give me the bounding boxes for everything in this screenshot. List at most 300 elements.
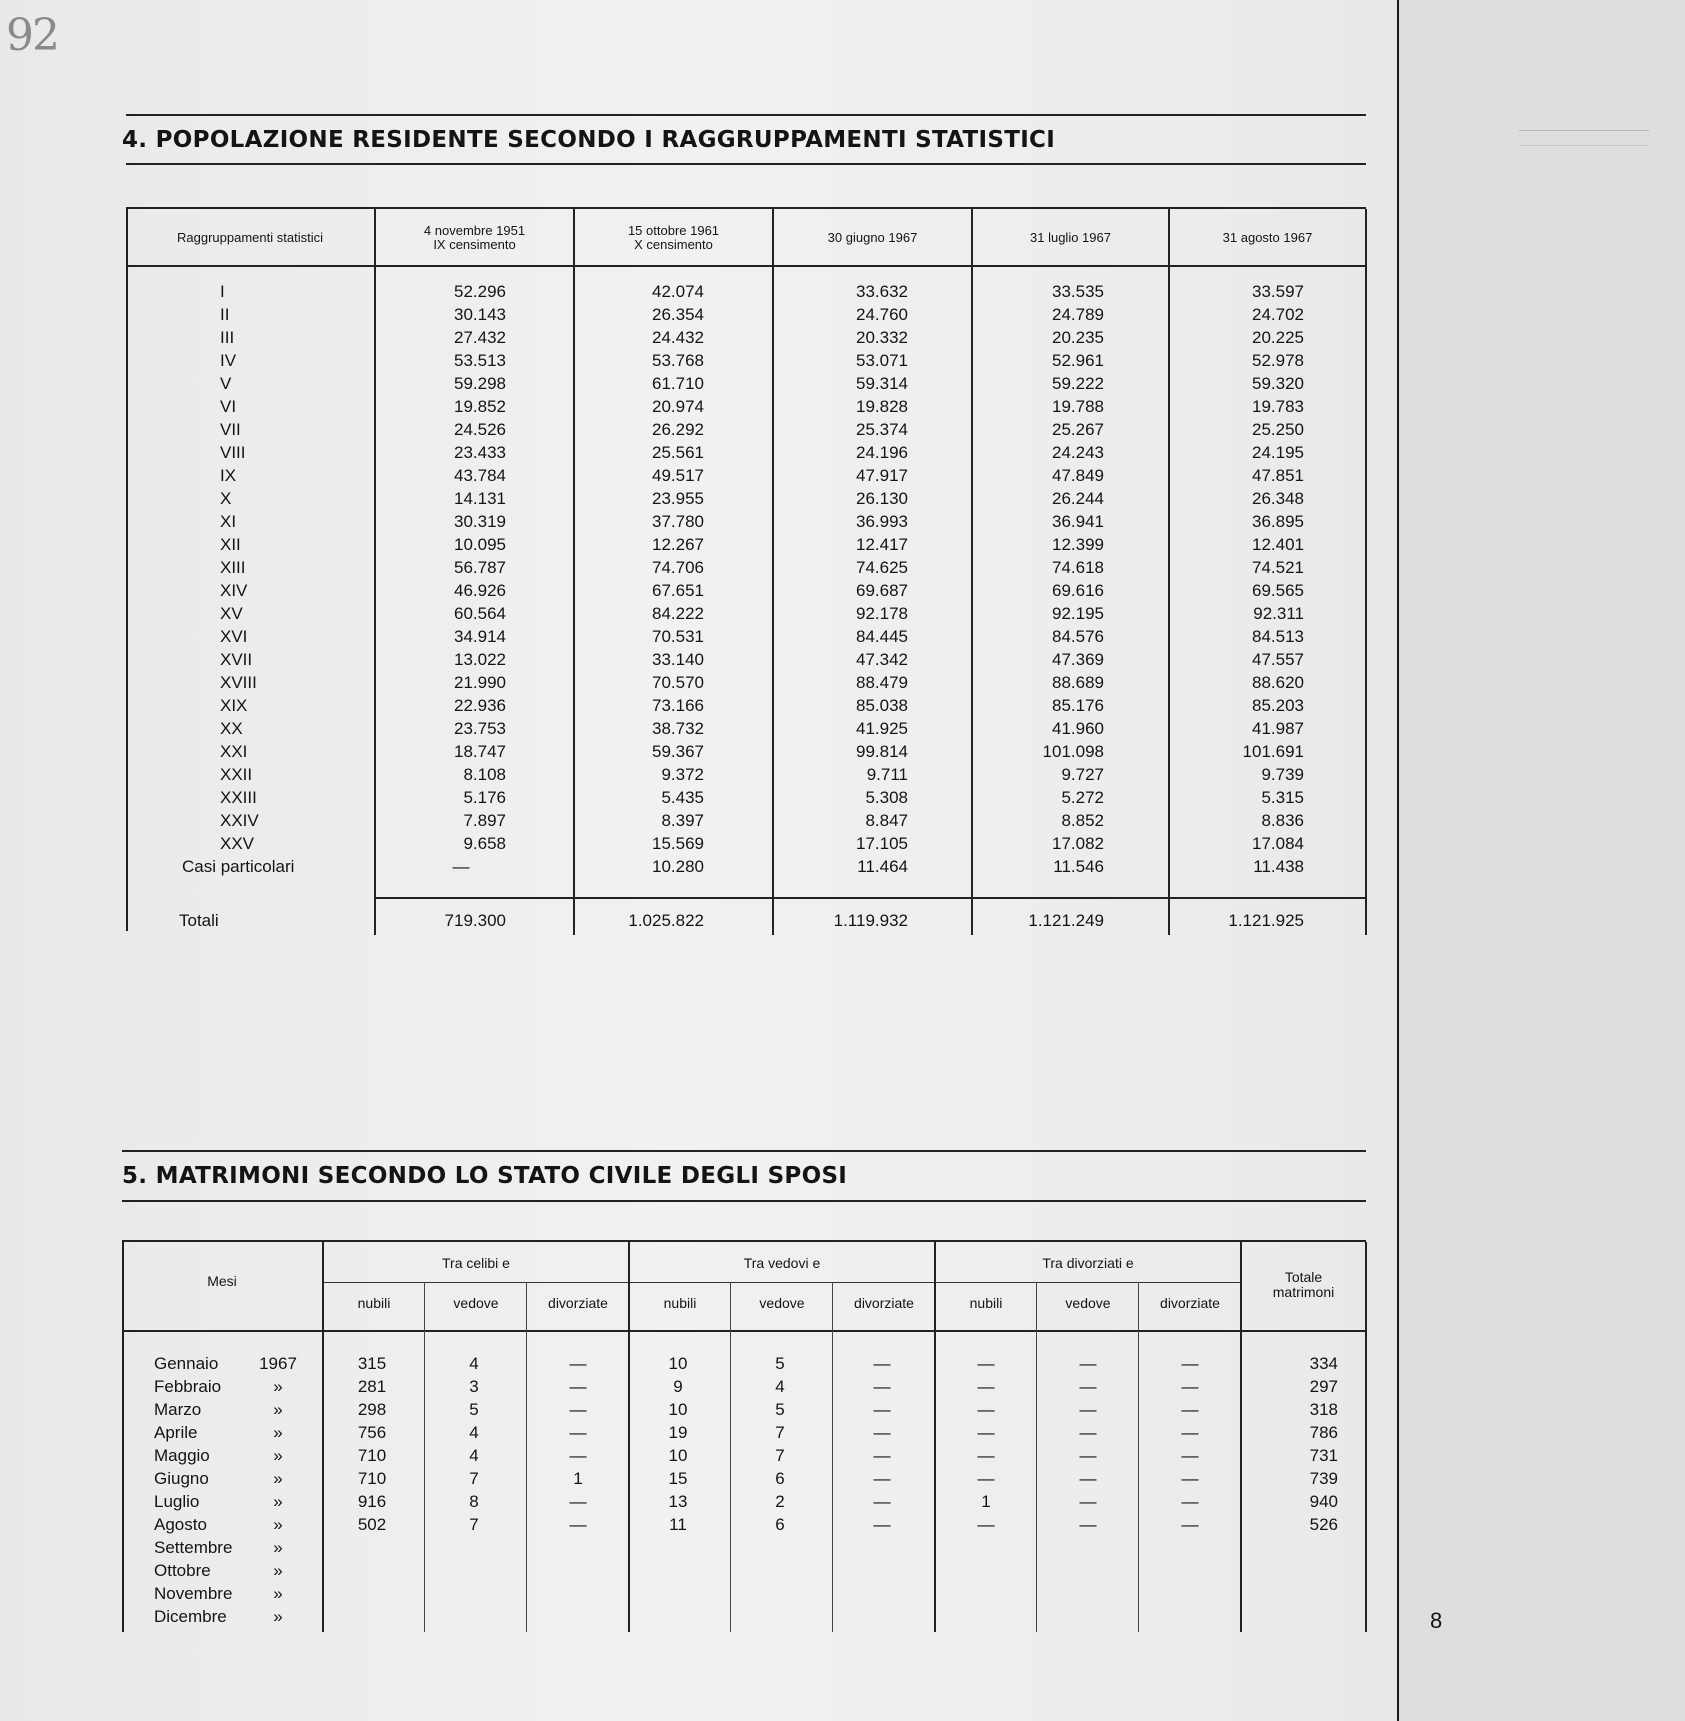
cell-value: 4 bbox=[775, 1377, 785, 1396]
table-row bbox=[126, 489, 1366, 512]
row-value: 47.557 bbox=[1252, 650, 1304, 669]
facing-page-edge bbox=[1399, 0, 1685, 1721]
cell-value: — bbox=[1079, 1354, 1097, 1373]
table-row bbox=[126, 673, 1366, 696]
row-value: 11.546 bbox=[1053, 857, 1104, 876]
cell-value: — bbox=[873, 1446, 891, 1465]
row-label: XV bbox=[220, 604, 243, 623]
row-value: 47.849 bbox=[1052, 466, 1104, 485]
total-value: 719.300 bbox=[444, 911, 506, 930]
cell-value: 7 bbox=[469, 1515, 479, 1534]
row-value: 74.521 bbox=[1252, 558, 1304, 577]
row-value: 85.176 bbox=[1052, 696, 1104, 715]
header-1951: 4 novembre 1951 IX censimento bbox=[423, 223, 526, 252]
row-value: 19.783 bbox=[1252, 397, 1304, 416]
row-value: 12.401 bbox=[1252, 535, 1304, 554]
table-row bbox=[126, 351, 1366, 374]
cell-value: — bbox=[1181, 1492, 1199, 1511]
cell-value: 756 bbox=[357, 1423, 387, 1442]
table-row bbox=[122, 1492, 1366, 1515]
table-row bbox=[126, 282, 1366, 305]
month-label: Giugno bbox=[154, 1469, 209, 1488]
table-row bbox=[126, 604, 1366, 627]
cell-value: — bbox=[977, 1400, 995, 1419]
cell-value: 9 bbox=[673, 1377, 683, 1396]
row-value: 42.074 bbox=[652, 282, 704, 301]
row-value: 99.814 bbox=[856, 742, 908, 761]
row-value: 101.691 bbox=[1242, 742, 1304, 761]
row-value: 24.432 bbox=[652, 328, 704, 347]
row-value: 9.658 bbox=[463, 834, 506, 853]
table-row bbox=[126, 857, 1366, 880]
year-label: » bbox=[273, 1538, 283, 1557]
cell-value: — bbox=[1181, 1469, 1199, 1488]
row-value: 70.570 bbox=[652, 673, 704, 692]
cell-value: — bbox=[977, 1469, 995, 1488]
row-value: 5.176 bbox=[463, 788, 506, 807]
month-label: Settembre bbox=[154, 1538, 233, 1557]
table-row bbox=[122, 1400, 1366, 1423]
cell-value: — bbox=[873, 1515, 891, 1534]
subheader-cell: vedove bbox=[453, 1295, 499, 1311]
total-value: 1.121.249 bbox=[1028, 911, 1104, 930]
row-value: 23.753 bbox=[454, 719, 506, 738]
cell-value: — bbox=[873, 1400, 891, 1419]
row-value: 24.196 bbox=[856, 443, 908, 462]
table-row bbox=[126, 650, 1366, 673]
month-label: Novembre bbox=[154, 1584, 233, 1603]
row-value: 37.780 bbox=[652, 512, 704, 531]
row-value: 30.143 bbox=[454, 305, 506, 324]
cell-value: 6 bbox=[775, 1469, 785, 1488]
row-label: XVII bbox=[220, 650, 253, 669]
row-value: 34.914 bbox=[454, 627, 506, 646]
title-rule-bottom bbox=[126, 163, 1366, 165]
cell-value: 7 bbox=[775, 1423, 785, 1442]
cell-value: 4 bbox=[469, 1423, 479, 1442]
cell-value: — bbox=[569, 1400, 587, 1419]
row-value: 33.140 bbox=[652, 650, 704, 669]
cell-value: — bbox=[1181, 1515, 1199, 1534]
year-label: » bbox=[273, 1400, 283, 1419]
row-value: 8.108 bbox=[463, 765, 506, 784]
row-value: 22.936 bbox=[454, 696, 506, 715]
row-value: 47.342 bbox=[856, 650, 908, 669]
table-row bbox=[126, 742, 1366, 765]
row-value: 49.517 bbox=[652, 466, 704, 485]
row-value: 38.732 bbox=[652, 719, 704, 738]
row-value: 21.990 bbox=[454, 673, 506, 692]
row-value: 9.711 bbox=[866, 765, 908, 784]
year-label: » bbox=[273, 1492, 283, 1511]
cell-value: 15 bbox=[668, 1469, 688, 1488]
row-value: 92.178 bbox=[856, 604, 908, 623]
row-label: XXII bbox=[220, 765, 253, 784]
table-row bbox=[126, 305, 1366, 328]
total-value: 318 bbox=[1309, 1400, 1338, 1419]
table-row bbox=[126, 696, 1366, 719]
row-value: 88.479 bbox=[856, 673, 908, 692]
cell-value: 281 bbox=[357, 1377, 387, 1396]
row-value: 8.852 bbox=[1061, 811, 1104, 830]
row-value: 20.332 bbox=[856, 328, 908, 347]
header-months: Mesi bbox=[207, 1273, 237, 1289]
row-value: 74.706 bbox=[652, 558, 704, 577]
row-value: 26.348 bbox=[1252, 489, 1304, 508]
row-label: XXV bbox=[220, 834, 255, 853]
table-row bbox=[122, 1423, 1366, 1446]
cell-value: — bbox=[1181, 1354, 1199, 1373]
title-rule-top bbox=[126, 114, 1366, 116]
cell-value: 315 bbox=[357, 1354, 387, 1373]
cell-value: — bbox=[569, 1515, 587, 1534]
total-value: 334 bbox=[1309, 1354, 1338, 1373]
row-value: 36.941 bbox=[1052, 512, 1104, 531]
cell-value: — bbox=[569, 1446, 587, 1465]
row-value: 26.244 bbox=[1052, 489, 1104, 508]
row-value: 24.526 bbox=[454, 420, 506, 439]
table-row bbox=[126, 765, 1366, 788]
row-value: 52.961 bbox=[1052, 351, 1104, 370]
row-value: 20.974 bbox=[652, 397, 704, 416]
totals-row bbox=[126, 911, 1366, 934]
month-label: Marzo bbox=[154, 1400, 202, 1419]
title-rule-top-2 bbox=[122, 1150, 1366, 1152]
row-label: XIII bbox=[220, 558, 246, 577]
row-value: 23.433 bbox=[454, 443, 506, 462]
row-value: 61.710 bbox=[652, 374, 704, 393]
row-value: 19.828 bbox=[856, 397, 908, 416]
cell-value: — bbox=[569, 1423, 587, 1442]
subheader-cell: nubili bbox=[663, 1295, 697, 1311]
row-value: 11.438 bbox=[1253, 857, 1304, 876]
row-value: 33.632 bbox=[856, 282, 908, 301]
row-value: 52.296 bbox=[454, 282, 506, 301]
cell-value: — bbox=[569, 1492, 587, 1511]
row-value: 8.847 bbox=[865, 811, 908, 830]
year-label: » bbox=[273, 1469, 283, 1488]
row-value: 5.272 bbox=[1061, 788, 1104, 807]
row-value: 56.787 bbox=[454, 558, 506, 577]
total-value: 940 bbox=[1309, 1492, 1338, 1511]
row-value: 88.689 bbox=[1052, 673, 1104, 692]
month-label: Maggio bbox=[154, 1446, 210, 1465]
row-value: 9.372 bbox=[661, 765, 704, 784]
cell-value: — bbox=[873, 1492, 891, 1511]
row-label: XIX bbox=[220, 696, 248, 715]
row-value: — bbox=[452, 857, 470, 876]
row-value: 36.993 bbox=[856, 512, 908, 531]
row-value: 11.464 bbox=[857, 857, 908, 876]
row-value: 84.513 bbox=[1252, 627, 1304, 646]
total-value: 1.121.925 bbox=[1228, 911, 1304, 930]
year-label: » bbox=[273, 1561, 283, 1580]
month-label: Ottobre bbox=[154, 1561, 211, 1580]
month-label: Aprile bbox=[154, 1423, 198, 1442]
table-row bbox=[122, 1584, 1366, 1607]
cell-value: — bbox=[1181, 1446, 1199, 1465]
row-value: 12.417 bbox=[856, 535, 908, 554]
row-value: 59.320 bbox=[1252, 374, 1304, 393]
row-value: 74.625 bbox=[856, 558, 908, 577]
cell-value: — bbox=[1079, 1423, 1097, 1442]
cell-value: — bbox=[1181, 1400, 1199, 1419]
row-value: 59.222 bbox=[1052, 374, 1104, 393]
cell-value: — bbox=[873, 1423, 891, 1442]
cell-value: 2 bbox=[775, 1492, 785, 1511]
row-value: 5.308 bbox=[865, 788, 908, 807]
row-label: XXIV bbox=[220, 811, 259, 830]
year-label: » bbox=[273, 1515, 283, 1534]
year-label: 1967 bbox=[259, 1354, 297, 1373]
row-value: 92.195 bbox=[1052, 604, 1104, 623]
subheader-cell: nubili bbox=[357, 1295, 391, 1311]
row-value: 27.432 bbox=[454, 328, 506, 347]
row-value: 15.569 bbox=[652, 834, 704, 853]
table-row bbox=[126, 443, 1366, 466]
row-value: 25.561 bbox=[652, 443, 704, 462]
row-label: Casi particolari bbox=[182, 857, 295, 876]
row-value: 33.535 bbox=[1052, 282, 1104, 301]
row-value: 73.166 bbox=[652, 696, 704, 715]
subheader-cell: nubili bbox=[969, 1295, 1003, 1311]
page-number: 8 bbox=[1430, 1608, 1443, 1633]
section5-title: 5. MATRIMONI SECONDO LO STATO CIVILE DEGLI SPOSI bbox=[122, 1163, 848, 1189]
totals-label: Totali bbox=[179, 911, 219, 930]
row-value: 69.565 bbox=[1252, 581, 1304, 600]
row-value: 69.616 bbox=[1052, 581, 1104, 600]
row-label: XI bbox=[220, 512, 237, 531]
total-value: 1.025.822 bbox=[628, 911, 704, 930]
row-value: 30.319 bbox=[454, 512, 506, 531]
row-value: 88.620 bbox=[1252, 673, 1304, 692]
month-label: Dicembre bbox=[154, 1607, 227, 1626]
total-value: 297 bbox=[1309, 1377, 1338, 1396]
cell-value: — bbox=[873, 1377, 891, 1396]
subheader-cell: divorziate bbox=[854, 1295, 914, 1311]
row-value: 10.280 bbox=[652, 857, 704, 876]
row-value: 9.739 bbox=[1261, 765, 1304, 784]
row-value: 67.651 bbox=[652, 581, 704, 600]
row-value: 52.978 bbox=[1252, 351, 1304, 370]
header-1961: 15 ottobre 1961 X censimento bbox=[627, 223, 720, 252]
row-label: X bbox=[220, 489, 232, 508]
population-table bbox=[126, 207, 1366, 929]
table-row bbox=[126, 397, 1366, 420]
table-row bbox=[126, 719, 1366, 742]
cell-value: — bbox=[1079, 1377, 1097, 1396]
row-value: 25.374 bbox=[856, 420, 908, 439]
title-rule-bottom-2 bbox=[122, 1200, 1366, 1202]
cell-value: — bbox=[977, 1515, 995, 1534]
cell-value: 19 bbox=[668, 1423, 688, 1442]
cell-value: — bbox=[1079, 1515, 1097, 1534]
month-label: Luglio bbox=[154, 1492, 200, 1511]
row-value: 85.203 bbox=[1252, 696, 1304, 715]
row-value: 74.618 bbox=[1052, 558, 1104, 577]
row-value: 12.267 bbox=[652, 535, 704, 554]
month-label: Gennaio bbox=[154, 1354, 219, 1373]
table-row bbox=[126, 512, 1366, 535]
table-row bbox=[126, 420, 1366, 443]
header-june-1967: 30 giugno 1967 bbox=[827, 230, 918, 245]
year-label: » bbox=[273, 1377, 283, 1396]
cell-value: 8 bbox=[469, 1492, 479, 1511]
row-value: 24.789 bbox=[1052, 305, 1104, 324]
row-label: XXI bbox=[220, 742, 248, 761]
year-label: » bbox=[273, 1607, 283, 1626]
row-value: 26.130 bbox=[856, 489, 908, 508]
row-value: 53.513 bbox=[454, 351, 506, 370]
table-row bbox=[122, 1354, 1366, 1377]
row-value: 41.987 bbox=[1252, 719, 1304, 738]
row-value: 36.895 bbox=[1252, 512, 1304, 531]
cell-value: — bbox=[977, 1446, 995, 1465]
table-row bbox=[126, 834, 1366, 857]
subheader-cell: vedove bbox=[759, 1295, 805, 1311]
table-row bbox=[126, 788, 1366, 811]
cell-value: 4 bbox=[469, 1446, 479, 1465]
row-value: 9.727 bbox=[1061, 765, 1104, 784]
row-label: XXIII bbox=[220, 788, 257, 807]
cell-value: — bbox=[1181, 1377, 1199, 1396]
cell-value: — bbox=[873, 1354, 891, 1373]
page-fold-line bbox=[1397, 0, 1399, 1721]
table-row bbox=[122, 1446, 1366, 1469]
row-value: 25.267 bbox=[1052, 420, 1104, 439]
cell-value: 7 bbox=[775, 1446, 785, 1465]
header-group-divorziati: Tra divorziati e bbox=[1042, 1255, 1134, 1271]
row-label: V bbox=[220, 374, 232, 393]
cell-value: — bbox=[1079, 1400, 1097, 1419]
row-label: XIV bbox=[220, 581, 248, 600]
row-value: 17.105 bbox=[856, 834, 908, 853]
cell-value: 1 bbox=[981, 1492, 991, 1511]
cell-value: 298 bbox=[357, 1400, 387, 1419]
cell-value: 5 bbox=[775, 1354, 785, 1373]
row-value: 20.235 bbox=[1052, 328, 1104, 347]
subheader-cell: vedove bbox=[1065, 1295, 1111, 1311]
row-value: 10.095 bbox=[454, 535, 506, 554]
table-row bbox=[122, 1515, 1366, 1538]
row-value: 12.399 bbox=[1052, 535, 1104, 554]
year-label: » bbox=[273, 1584, 283, 1603]
row-value: 19.788 bbox=[1052, 397, 1104, 416]
table-row bbox=[122, 1607, 1366, 1630]
row-value: 60.564 bbox=[454, 604, 506, 623]
row-value: 20.225 bbox=[1252, 328, 1304, 347]
row-value: 26.354 bbox=[652, 305, 704, 324]
total-value: 731 bbox=[1309, 1446, 1338, 1465]
cell-value: 916 bbox=[357, 1492, 387, 1511]
row-value: 18.747 bbox=[454, 742, 506, 761]
cell-value: 11 bbox=[669, 1515, 687, 1534]
row-value: 17.082 bbox=[1052, 834, 1104, 853]
header-total: Totale matrimoni bbox=[1272, 1269, 1335, 1300]
row-value: 47.851 bbox=[1252, 466, 1304, 485]
cell-value: 7 bbox=[469, 1469, 479, 1488]
total-value: 526 bbox=[1309, 1515, 1338, 1534]
marriages-table bbox=[122, 1240, 1366, 1632]
cell-value: 10 bbox=[668, 1400, 688, 1419]
row-value: 101.098 bbox=[1042, 742, 1104, 761]
cell-value: 502 bbox=[357, 1515, 387, 1534]
row-value: 17.084 bbox=[1252, 834, 1304, 853]
cell-value: 13 bbox=[668, 1492, 688, 1511]
cell-value: — bbox=[569, 1354, 587, 1373]
row-value: 43.784 bbox=[454, 466, 506, 485]
cell-value: — bbox=[569, 1377, 587, 1396]
row-label: VIII bbox=[220, 443, 246, 462]
table-row bbox=[126, 581, 1366, 604]
row-label: VI bbox=[220, 397, 237, 416]
row-label: VII bbox=[220, 420, 241, 439]
year-label: » bbox=[273, 1423, 283, 1442]
cell-value: — bbox=[1079, 1446, 1097, 1465]
row-value: 84.222 bbox=[652, 604, 704, 623]
cell-value: 5 bbox=[469, 1400, 479, 1419]
row-value: 41.925 bbox=[856, 719, 908, 738]
cell-value: 710 bbox=[357, 1469, 387, 1488]
cell-value: — bbox=[1181, 1423, 1199, 1442]
row-label: XVI bbox=[220, 627, 248, 646]
row-value: 24.760 bbox=[856, 305, 908, 324]
row-value: 85.038 bbox=[856, 696, 908, 715]
row-value: 19.852 bbox=[454, 397, 506, 416]
table-row bbox=[126, 627, 1366, 650]
header-group: Raggruppamenti statistici bbox=[177, 230, 323, 245]
row-value: 59.367 bbox=[652, 742, 704, 761]
row-label: XVIII bbox=[220, 673, 257, 692]
row-value: 25.250 bbox=[1252, 420, 1304, 439]
row-value: 13.022 bbox=[454, 650, 506, 669]
row-value: 46.926 bbox=[454, 581, 506, 600]
cell-value: — bbox=[873, 1469, 891, 1488]
year-label: » bbox=[273, 1446, 283, 1465]
row-value: 84.445 bbox=[856, 627, 908, 646]
cell-value: — bbox=[977, 1354, 995, 1373]
cell-value: 710 bbox=[357, 1446, 387, 1465]
row-label: XII bbox=[220, 535, 241, 554]
cell-value: 6 bbox=[775, 1515, 785, 1534]
row-value: 59.314 bbox=[856, 374, 908, 393]
month-label: Febbraio bbox=[154, 1377, 222, 1396]
row-value: 70.531 bbox=[652, 627, 704, 646]
month-label: Agosto bbox=[154, 1515, 207, 1534]
handwritten-page-mark: 92 bbox=[6, 10, 58, 61]
row-label: XX bbox=[220, 719, 243, 738]
row-value: 24.702 bbox=[1252, 305, 1304, 324]
cell-value: — bbox=[1079, 1469, 1097, 1488]
table-row bbox=[126, 328, 1366, 351]
row-label: IV bbox=[220, 351, 237, 370]
row-value: 47.369 bbox=[1052, 650, 1104, 669]
row-value: 69.687 bbox=[856, 581, 908, 600]
cell-value: — bbox=[977, 1377, 995, 1396]
table-row bbox=[126, 374, 1366, 397]
row-label: II bbox=[220, 305, 230, 324]
header-july-1967: 31 luglio 1967 bbox=[1030, 230, 1111, 245]
row-label: III bbox=[220, 328, 235, 347]
row-value: 26.292 bbox=[652, 420, 704, 439]
row-value: 5.435 bbox=[661, 788, 704, 807]
row-value: 8.397 bbox=[661, 811, 704, 830]
cell-value: 4 bbox=[469, 1354, 479, 1373]
cell-value: — bbox=[1079, 1492, 1097, 1511]
row-value: 14.131 bbox=[454, 489, 506, 508]
table-row bbox=[122, 1561, 1366, 1584]
row-value: 53.768 bbox=[652, 351, 704, 370]
